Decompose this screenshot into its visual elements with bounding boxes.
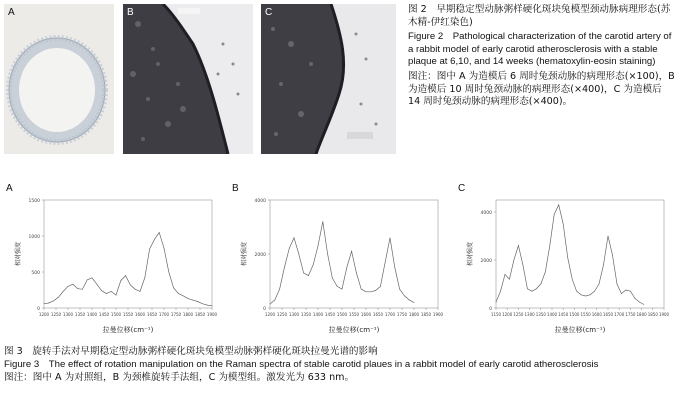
figure2-panel-c (261, 4, 396, 154)
spectrum-data-point (125, 275, 126, 276)
spectrum-data-point (120, 280, 121, 281)
y-axis-label: 相对强度 (467, 241, 474, 267)
spectrum-data-point (168, 272, 169, 273)
x-tick-label: 1250 (50, 312, 62, 317)
x-tick-label: 1800 (408, 312, 420, 317)
x-axis-label: 拉曼位移(cm⁻¹) (328, 326, 380, 334)
spectrum-data-point (563, 224, 564, 225)
spectrum-data-point (63, 291, 64, 292)
spectrum-data-point (77, 288, 78, 289)
figure2-caption-zh-title: 图 2 早期稳定型动脉粥样硬化斑块兔模型颈动脉病理形态(苏木精-伊红染色) (408, 4, 671, 28)
x-tick-label: 1400 (86, 312, 98, 317)
spectrum-data-point (514, 260, 515, 261)
spectrum-data-point (509, 279, 510, 280)
spectrum-data-point (576, 291, 577, 292)
spectrum-data-point (414, 302, 415, 303)
figure2-panel-label-c: C (265, 7, 273, 18)
x-tick-label: 1750 (396, 312, 408, 317)
spectrum-data-point (612, 255, 613, 256)
figure3-caption-en-title: Figure 3 The effect of rotation manipulation on the Raman spectra of stable carotid plaues in a rabbit model of early carotid atherosclerosis (4, 359, 599, 370)
spectrum-data-point (545, 272, 546, 273)
spectrum-data-point (298, 254, 299, 255)
spectrum-data-point (505, 274, 506, 275)
spectrum-data-point (111, 291, 112, 292)
spectrum-data-point (53, 300, 54, 301)
spectrum-data-point (518, 245, 519, 246)
spectrum-data-point (630, 291, 631, 292)
y-tick-label: 500 (31, 271, 40, 276)
spectrum-data-point (567, 257, 568, 258)
x-tick-label: 1750 (625, 312, 636, 317)
spectrum-data-point (159, 232, 160, 233)
spectrum-data-point (643, 304, 644, 305)
spectrum-data-point (197, 301, 198, 302)
x-tick-label: 1350 (300, 312, 312, 317)
spectrum-data-point (44, 303, 45, 304)
spectrum-data-point (68, 286, 69, 287)
spectrum-data-point (356, 273, 357, 274)
x-tick-label: 1650 (602, 312, 614, 317)
spectrum-data-point (279, 289, 280, 290)
figure3-label-c: C (458, 183, 466, 194)
x-tick-label: 1550 (348, 312, 360, 317)
spectrum-series-line (496, 205, 644, 305)
spectrum-data-point (164, 248, 165, 249)
spectrum-data-point (404, 295, 405, 296)
spectrum-data-point (385, 262, 386, 263)
figure3-label-a: A (6, 183, 13, 194)
spectrum-data-point (144, 277, 145, 278)
plot-frame (44, 200, 212, 308)
spectrum-data-point (394, 267, 395, 268)
spectrum-data-point (366, 291, 367, 292)
x-tick-label: 1300 (288, 312, 300, 317)
y-tick-label: 4000 (480, 211, 492, 216)
spectrum-data-point (140, 291, 141, 292)
x-tick-label: 1850 (194, 312, 206, 317)
spectrum-data-point (554, 214, 555, 215)
x-tick-label: 1600 (134, 312, 146, 317)
spectrum-data-point (572, 279, 573, 280)
x-tick-label: 1350 (74, 312, 86, 317)
y-tick-label: 2000 (480, 259, 492, 264)
x-tick-label: 1400 (312, 312, 324, 317)
spectrum-series-line (270, 222, 414, 304)
raman-spectrum-chart-a (10, 196, 220, 336)
spectrum-series-line (44, 232, 212, 305)
x-tick-label: 1150 (490, 312, 502, 317)
spectrum-data-point (202, 303, 203, 304)
spectrum-data-point (48, 303, 49, 304)
spectrum-data-point (192, 300, 193, 301)
spectrum-data-point (284, 267, 285, 268)
spectrum-data-point (82, 289, 83, 290)
x-tick-label: 1900 (658, 312, 670, 317)
spectrum-data-point (327, 254, 328, 255)
plot-frame (270, 200, 438, 308)
figure2-caption-note: 图注：图中 A 为造模后 6 周时兔颈动脉的病理形态(×100)，B 为造模后 10 周时兔颈动脉的病理形态(×400)，C 为造模后 14 周时兔颈动脉的病理形态(×400)。 (408, 70, 675, 108)
spectrum-data-point (212, 305, 213, 306)
x-tick-label: 1700 (614, 312, 625, 317)
spectrum-data-point (342, 289, 343, 290)
x-tick-label: 1550 (580, 312, 591, 317)
spectrum-data-point (594, 291, 595, 292)
spectrum-data-point (96, 284, 97, 285)
figure2-caption-en-title: Figure 2 Pathological characterization of the carotid artery of a rabbit model of early carotid atherosclerosis with a stable plaque at 6,10, and 14 weeks (hematoxylin-eosin staining) (408, 31, 672, 68)
spectrum-data-point (380, 286, 381, 287)
spectrum-data-point (72, 284, 73, 285)
x-tick-label: 1250 (276, 312, 288, 317)
spectrum-data-point (361, 289, 362, 290)
x-tick-label: 1700 (158, 312, 170, 317)
x-tick-label: 1500 (569, 312, 580, 317)
spectrum-data-point (496, 302, 497, 303)
spectrum-data-point (270, 304, 271, 305)
x-tick-label: 1200 (502, 312, 513, 317)
spectrum-data-point (585, 296, 586, 297)
spectrum-data-point (318, 246, 319, 247)
figure2-panel-a (4, 4, 114, 154)
spectrum-data-point (308, 275, 309, 276)
x-tick-label: 1550 (122, 312, 134, 317)
spectrum-data-point (590, 294, 591, 295)
x-tick-label: 1750 (170, 312, 182, 317)
x-tick-label: 1850 (647, 312, 658, 317)
x-tick-label: 1600 (360, 312, 372, 317)
spectrum-data-point (500, 291, 501, 292)
figure3-label-b: B (232, 183, 239, 194)
figure2-panel-label-b: B (127, 7, 134, 18)
spectrum-data-point (617, 284, 618, 285)
raman-spectrum-chart-b (236, 196, 446, 336)
spectrum-data-point (116, 295, 117, 296)
spectrum-data-point (603, 264, 604, 265)
spectrum-data-point (635, 298, 636, 299)
x-tick-label: 1500 (336, 312, 348, 317)
spectrum-data-point (173, 287, 174, 288)
spectrum-data-point (183, 295, 184, 296)
y-tick-label: 0 (263, 307, 266, 312)
spectrum-data-point (303, 273, 304, 274)
spectrum-data-point (346, 267, 347, 268)
spectrum-data-point (390, 237, 391, 238)
spectrum-data-point (154, 239, 155, 240)
spectrum-data-point (523, 264, 524, 265)
x-tick-label: 1450 (98, 312, 110, 317)
y-tick-label: 0 (37, 307, 40, 312)
spectrum-data-point (536, 288, 537, 289)
figure3-caption-zh-title: 图 3 旋转手法对早期稳定型动脉粥样硬化斑块兔模型动脉粥样硬化斑块拉曼光谱的影响 (4, 346, 378, 357)
x-tick-label: 1900 (206, 312, 218, 317)
x-tick-label: 1800 (636, 312, 647, 317)
spectrum-data-point (106, 293, 107, 294)
plot-frame (496, 200, 664, 308)
spectrum-data-point (621, 293, 622, 294)
x-tick-label: 1200 (264, 312, 276, 317)
raman-spectrum-chart-c (462, 196, 672, 336)
spectrum-data-point (558, 204, 559, 205)
figure2-panel-label-a: A (8, 7, 15, 18)
x-tick-label: 1300 (524, 312, 535, 317)
y-tick-label: 0 (489, 307, 492, 312)
spectrum-data-point (337, 286, 338, 287)
spectrum-data-point (58, 297, 59, 298)
spectrum-data-point (207, 305, 208, 306)
figure3-caption (4, 345, 678, 384)
spectrum-data-point (313, 264, 314, 265)
x-tick-label: 1700 (384, 312, 396, 317)
x-axis-label: 拉曼位移(cm⁻¹) (554, 326, 606, 334)
histology-image-b (123, 4, 253, 154)
y-axis-label: 相对强度 (241, 241, 248, 267)
x-tick-label: 1500 (110, 312, 122, 317)
histology-image-c (261, 4, 396, 154)
spectrum-data-point (188, 298, 189, 299)
x-tick-label: 1800 (182, 312, 194, 317)
x-tick-label: 1900 (432, 312, 444, 317)
x-tick-label: 1300 (62, 312, 74, 317)
y-axis-label: 相对强度 (15, 241, 22, 267)
y-tick-label: 1000 (28, 235, 40, 240)
figure2-caption (408, 4, 676, 109)
y-tick-label: 4000 (254, 199, 266, 204)
x-tick-label: 1400 (546, 312, 558, 317)
spectrum-data-point (322, 221, 323, 222)
spectrum-data-point (399, 289, 400, 290)
spectrum-data-point (294, 237, 295, 238)
spectrum-data-point (274, 300, 275, 301)
artery-cross-section-image (4, 4, 114, 154)
spectrum-data-point (92, 277, 93, 278)
figure3-caption-note: 图注：图中 A 为对照组，B 为颈椎旋转手法组，C 为模型组。激发光为 633 nm。 (4, 372, 355, 383)
x-tick-label: 1450 (558, 312, 569, 317)
spectrum-data-point (101, 290, 102, 291)
spectrum-data-point (370, 291, 371, 292)
spectrum-data-point (531, 291, 532, 292)
x-tick-label: 1650 (372, 312, 384, 317)
spectrum-data-point (599, 284, 600, 285)
x-axis-label: 拉曼位移(cm⁻¹) (102, 326, 154, 334)
spectrum-data-point (608, 236, 609, 237)
x-tick-label: 1850 (420, 312, 432, 317)
spectrum-data-point (135, 289, 136, 290)
x-tick-label: 1650 (146, 312, 158, 317)
spectrum-data-point (549, 245, 550, 246)
x-tick-label: 1200 (38, 312, 50, 317)
spectrum-data-point (626, 290, 627, 291)
spectrum-data-point (149, 249, 150, 250)
spectrum-data-point (581, 294, 582, 295)
spectrum-data-point (87, 280, 88, 281)
spectrum-data-point (375, 290, 376, 291)
x-tick-label: 1350 (535, 312, 546, 317)
y-tick-label: 1500 (28, 199, 40, 204)
x-tick-label: 1600 (591, 312, 602, 317)
spectrum-data-point (178, 293, 179, 294)
spectrum-data-point (351, 251, 352, 252)
figure2-panel-b (123, 4, 253, 154)
spectrum-data-point (409, 300, 410, 301)
spectrum-data-point (527, 288, 528, 289)
x-tick-label: 1450 (324, 312, 336, 317)
spectrum-data-point (332, 278, 333, 279)
spectrum-data-point (540, 284, 541, 285)
y-tick-label: 2000 (254, 253, 266, 258)
spectrum-data-point (639, 302, 640, 303)
spectrum-data-point (130, 285, 131, 286)
x-tick-label: 1250 (513, 312, 524, 317)
spectrum-data-point (289, 248, 290, 249)
